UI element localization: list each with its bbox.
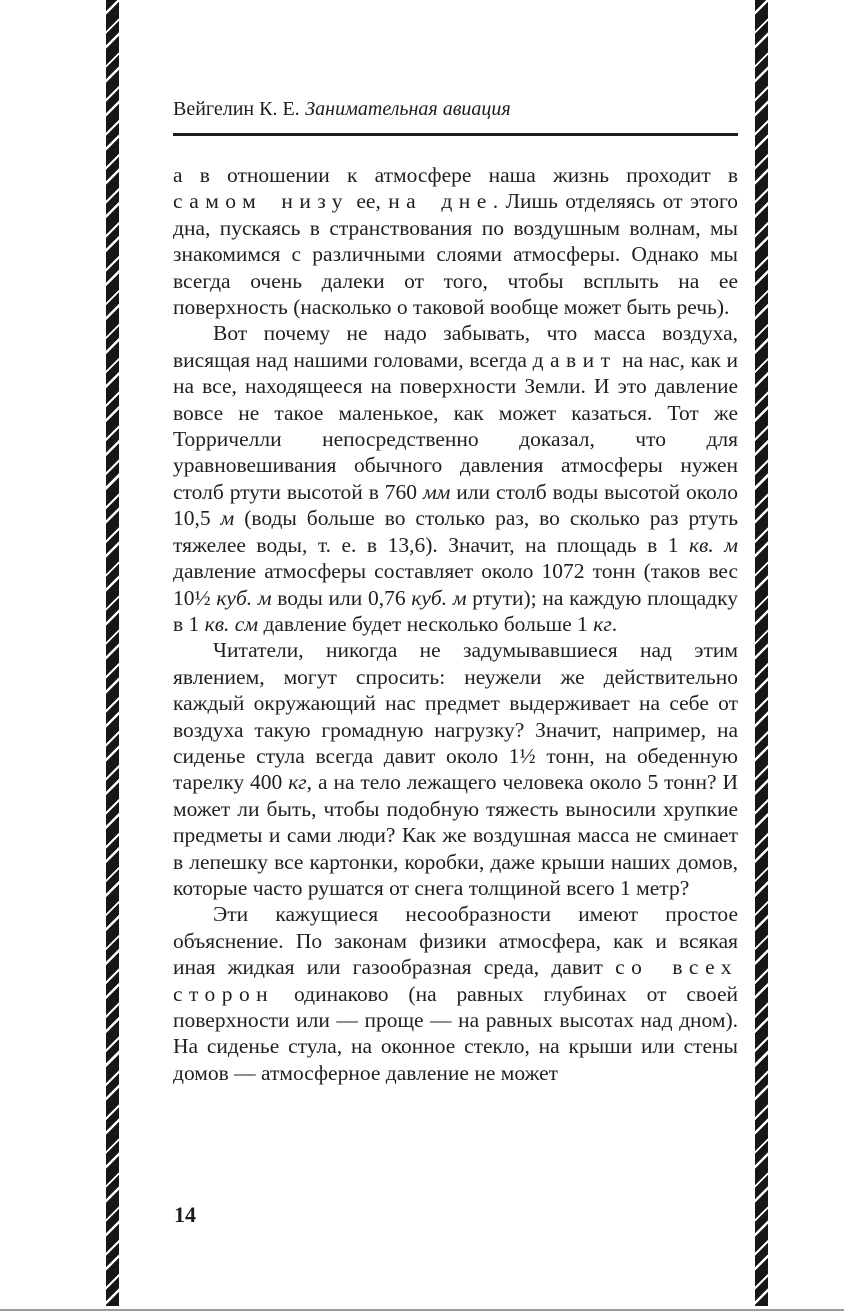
italic-run: куб. м <box>216 585 272 610</box>
text-run: , а на тело лежащего человека около 5 тонн? И может ли быть, чтобы подобную тяжесть выносили хрупкие предметы и сами люди? Как же воздушная масса не сминает в лепешку все картонки, коробки, даже крыши наших домов, которые часто рушатся от снега толщиной всего 1 метр? <box>173 770 738 900</box>
italic-run: кв. см <box>204 611 259 636</box>
page-content <box>173 96 738 1086</box>
spaced-emphasis-run: самом низу <box>173 189 349 214</box>
italic-run: кг <box>593 611 612 636</box>
text-run: . Лишь отделяясь от этого дна, пускаясь в странствования по воздушным волнам, мы знакомимся с различными слоями атмосферы. Однако мы всегда очень далеки от того, чтобы всплыть на ее поверхность (насколько о таковой вообще может быть речь). <box>173 189 738 320</box>
italic-run: кг <box>288 770 307 795</box>
page-number: 14 <box>174 1202 196 1227</box>
left-border-ornament-icon <box>106 0 119 1306</box>
text-run: или столб воды высотой около 10,5 <box>173 479 738 531</box>
italic-run: м <box>220 506 235 531</box>
italic-run: мм <box>422 479 451 504</box>
paragraph <box>173 637 738 901</box>
running-header <box>173 96 738 122</box>
text-run: на нас, как и на все, находящееся на поверхности Земли. И это давление вовсе не такое маленькое, как может казаться. Тот же Торричелли непосредственно доказал, что для уравновешивания обычного давления атмосферы нужен столб ртути высотой в 760 <box>173 347 738 504</box>
text-run: давление будет несколько больше 1 <box>258 611 594 636</box>
header-author: Вейгелин К. Е. <box>173 98 300 120</box>
text-run: . <box>611 611 618 636</box>
right-border-ornament-icon <box>755 0 768 1306</box>
spaced-emphasis-run: на дне <box>388 189 493 214</box>
text-run: ее, <box>348 189 389 214</box>
text-run: одинаково (на равных глубинах от своей поверхности или — проще — на равных высотах над дном). На сиденье стула, на оконное стекло, на крыши или стены домов — атмосферное давление не может <box>173 981 738 1085</box>
spaced-emphasis-run: давит <box>532 347 617 372</box>
paragraph <box>173 320 738 637</box>
text-run: ртути); на каждую площадку в 1 <box>173 585 739 636</box>
italic-run: кв. м <box>689 532 738 557</box>
text-run: Читатели, никогда не задумывавшиеся над этим явлением, могут спросить: неужели же действительно каждый окружающий нас предмет выдерживает на себе от воздуха такую громадную нагрузку? Значит, например, на сиденье стула всегда давит около 1½ тонн, на обеденную тарелку 400 <box>173 638 738 795</box>
paragraph <box>173 901 738 1086</box>
text-run: давление атмосферы составляет около 1072 тонн (таков вес 10½ <box>173 559 738 610</box>
spaced-emphasis-run: со всех сторон <box>173 955 738 1006</box>
text-run: Эти кажущиеся несообразности имеют простое объяснение. По законам физики атмосфера, как и всякая иная жидкая или газообразная среда, давит <box>173 902 738 980</box>
italic-run: куб. м <box>411 585 467 610</box>
text-run: Вот почему не надо забывать, что масса воздуха, висящая над нашими головами, всегда <box>173 321 738 372</box>
text-run: воды или 0,76 <box>271 585 412 610</box>
header-book-title: Занимательная авиация <box>305 98 511 120</box>
paragraph <box>173 162 738 320</box>
text-run: а в отношении к атмосфере наша жизнь проходит в <box>173 163 738 187</box>
header-rule <box>173 133 738 136</box>
body-text <box>173 162 738 1086</box>
text-run: (воды больше во столько раз, во сколько раз ртуть тяжелее воды, т. е. в 13,6). Значит, на площадь в 1 <box>173 506 738 557</box>
